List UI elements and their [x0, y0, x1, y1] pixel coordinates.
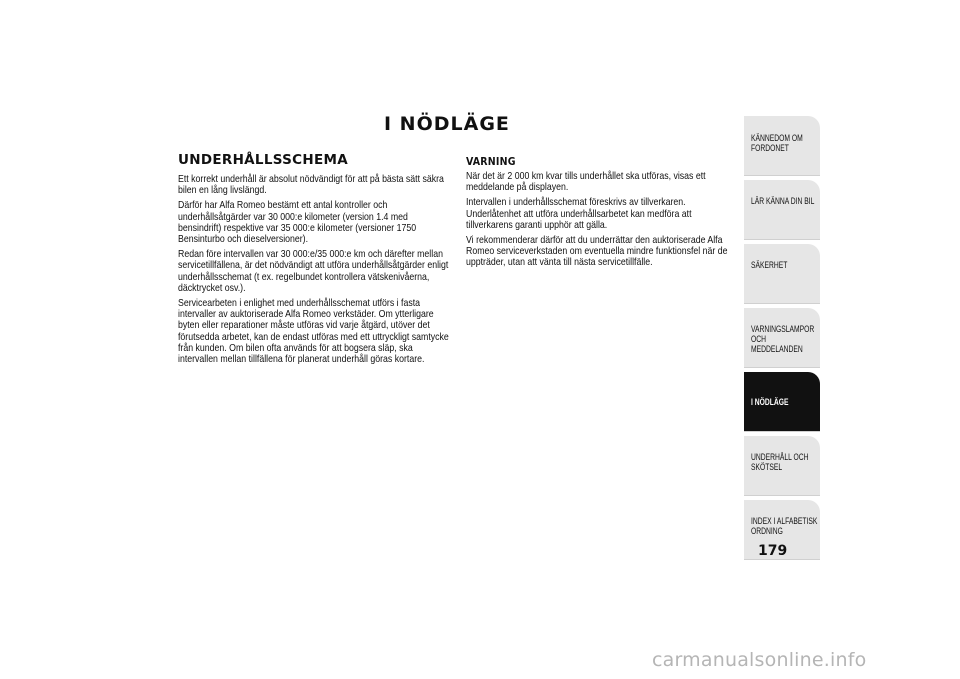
- paragraph: När det är 2 000 km kvar tills underhållet ska utföras, visas ett meddelande på displayen.: [466, 171, 706, 194]
- tab-label: I NÖDLÄGE: [751, 397, 789, 407]
- tab-lar-kanna-din-bil[interactable]: [744, 180, 820, 240]
- paragraph: Vi rekommenderar därför att du underrättar den auktoriserade Alfa Romeo serviceverkstaden om eventuella mindre funktionsfel när de uppträder, utan att vänta till nästa servicetillfälle.: [466, 235, 728, 269]
- tab-label: UNDERHÅLL OCH SKÖTSEL: [751, 452, 809, 472]
- page-title: I NÖDLÄGE: [384, 113, 510, 135]
- tab-label: VARNINGSLAMPOR OCH MEDDELANDEN: [751, 324, 815, 354]
- tab-varningslampor[interactable]: [744, 308, 820, 368]
- page-number: 179: [758, 543, 788, 559]
- chapter-tabs: [744, 116, 820, 564]
- tab-underhall-och-skotsel[interactable]: [744, 436, 820, 496]
- warning-heading: VARNING: [466, 156, 516, 168]
- maintenance-section: [178, 152, 450, 369]
- tab-label: KÄNNEDOM OM FORDONET: [751, 133, 803, 153]
- tab-i-nodlage[interactable]: [744, 372, 820, 432]
- paragraph: Ett korrekt underhåll är absolut nödvändigt för att på bästa sätt säkra bilen en lång livslängd.: [178, 174, 444, 197]
- tab-sakerhet[interactable]: [744, 244, 820, 304]
- tab-label: SÄKERHET: [751, 260, 788, 270]
- paragraph: Därför har Alfa Romeo bestämt ett antal kontroller och underhållsåtgärder var 30 000:e kilometer (version 1.4 med bensindrift) respektive var 35 000:e kilometer (versioner 1750 Bensinturbo och dieselversioner).: [178, 200, 417, 246]
- paragraph: Intervallen i underhållsschemat föreskrivs av tillverkaren. Underlåtenhet att utföra underhållsarbetet kan medföra att tillverkarens garanti upphör att gälla.: [466, 197, 692, 231]
- paragraph: Servicearbeten i enlighet med underhållsschemat utförs i fasta intervaller av auktoriserade Alfa Romeo verkstäder. Om ytterligare byten eller reparationer måste utföras vid varje åtgärd, utöver det förutsedda arbetet, kan de endast utföras med ett uttryckligt samtycke från kunden. Om bilen ofta används för att bogsera släp, ska intervallen mellan tillfällena för planerat underhåll göras kortare.: [178, 298, 449, 366]
- maintenance-heading: UNDERHÅLLSSCHEMA: [178, 152, 348, 168]
- paragraph: Redan före intervallen var 30 000:e/35 000:e km och därefter mellan servicetillfällena, är det nödvändigt att utföra underhållsåtgärder enligt underhållsschemat (t ex. regelbundet kontrollera vätskenivåerna, däcktrycket osv.).: [178, 249, 449, 294]
- tab-label: LÄR KÄNNA DIN BIL: [751, 196, 815, 206]
- watermark-text: carmanualsonline.info: [652, 649, 867, 671]
- tab-label: INDEX I ALFABETISK ORDNING: [751, 516, 818, 536]
- warning-section: [466, 156, 738, 273]
- tab-kannedom-om-fordonet[interactable]: [744, 116, 820, 176]
